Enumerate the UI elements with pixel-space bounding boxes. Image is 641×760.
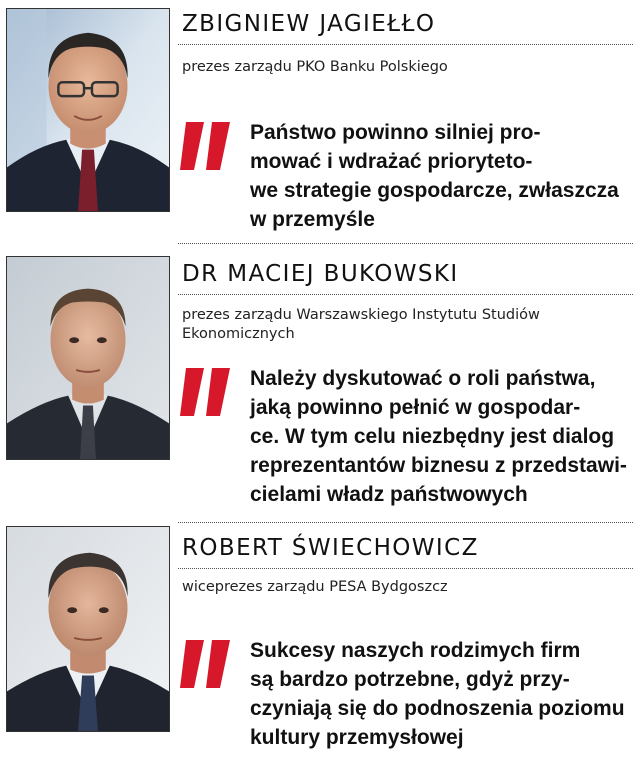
quote-mark-icon bbox=[180, 122, 244, 170]
person-name: DR MACIEJ BUKOWSKI bbox=[182, 261, 459, 287]
quote-line: w przemyśle bbox=[250, 208, 375, 231]
person-role: prezes zarządu PKO Banku Polskiego bbox=[182, 59, 448, 75]
name-rule bbox=[178, 44, 633, 45]
quote-line: Państwo powinno silniej pro- bbox=[250, 121, 541, 144]
portrait-photo-3 bbox=[6, 526, 170, 732]
quote-line: Należy dyskutować o roli państwa, bbox=[250, 367, 596, 390]
person-name: ZBIGNIEW JAGIEŁŁO bbox=[182, 11, 436, 37]
portrait-photo-2 bbox=[6, 256, 170, 460]
person-role: prezes zarządu Warszawskiego Instytutu Studiów Ekonomicznych bbox=[182, 307, 540, 342]
name-rule bbox=[178, 294, 633, 295]
person-name: ROBERT ŚWIECHOWICZ bbox=[182, 535, 479, 561]
quote-line: kultury przemysłowej bbox=[250, 726, 464, 749]
profile-card-2 bbox=[0, 250, 641, 520]
name-rule bbox=[178, 568, 633, 569]
section-divider bbox=[178, 243, 633, 244]
quote-line: we strategie gospodarcze, zwłaszcza bbox=[250, 179, 619, 202]
portrait-image bbox=[7, 257, 169, 459]
profile-card-1 bbox=[0, 0, 641, 250]
quote-line: czyniają się do podnoszenia poziomu bbox=[250, 697, 625, 720]
profile-card-3 bbox=[0, 526, 641, 760]
portrait-photo-1 bbox=[6, 8, 170, 212]
quote-line: są bardzo potrzebne, gdyż przy- bbox=[250, 668, 570, 691]
quote-mark-icon bbox=[180, 640, 244, 688]
quote-line: mować i wdrażać prioryteto- bbox=[250, 150, 533, 173]
person-role: wiceprezes zarządu PESA Bydgoszcz bbox=[182, 579, 448, 595]
quote-line: cielami władz państwowych bbox=[250, 483, 528, 506]
section-divider bbox=[178, 522, 633, 523]
portrait-image bbox=[7, 527, 169, 731]
quote-line: Sukcesy naszych rodzimych firm bbox=[250, 639, 581, 662]
quote-mark-icon bbox=[180, 368, 244, 416]
quote-line: reprezentantów biznesu z przedstawi- bbox=[250, 454, 627, 477]
portrait-image bbox=[7, 9, 169, 211]
quote-line: jaką powinno pełnić w gospodar- bbox=[250, 396, 581, 419]
quote-line: ce. W tym celu niezbędny jest dialog bbox=[250, 425, 615, 448]
